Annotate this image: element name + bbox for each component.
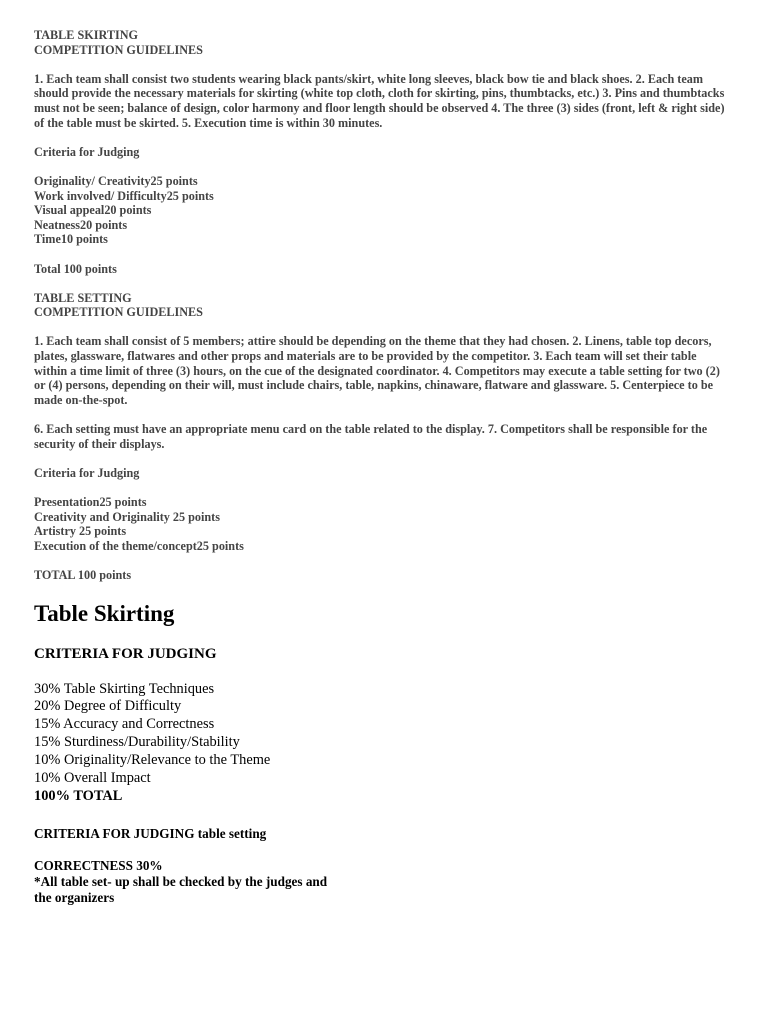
section-title: TABLE SETTING (34, 290, 132, 305)
criteria-item: Neatness20 points (34, 217, 128, 232)
criteria-heading: Criteria for Judging (34, 144, 140, 159)
criteria-total: Total 100 points (34, 261, 117, 276)
criteria-heading: Criteria for Judging (34, 465, 140, 480)
criteria-item: Visual appeal20 points (34, 203, 152, 218)
correctness-note-line: *All table set- up shall be checked by the judges and (34, 873, 328, 889)
criteria-item: Time10 points (34, 232, 108, 247)
table-skirting-guidelines (34, 28, 728, 583)
list-item: 30% Table Skirting Techniques (34, 680, 215, 697)
guidelines-body: 1. Each team shall consist of 5 members; attire should be depending on the theme that they had chosen. 2. Linens, table top decors, plates, glassware, flatwares and other props and materials are to be provided by the competitor. 3. Each team will set their table within a time limit of three (3) hours, on the cue of the designated coordinator. 4. Competitors may execute a table setting for two (2) or (4) persons, depending on their will, must include chairs, table, napkins, chinaware, flatware and glassware. 5. Centerpiece to be made on-the-spot. (34, 334, 720, 407)
list-item: 10% Overall Impact (34, 770, 151, 787)
criteria-item: Execution of the theme/concept25 points (34, 538, 244, 553)
section-subtitle: COMPETITION GUIDELINES (34, 305, 203, 320)
list-item: 15% Sturdiness/Durability/Stability (34, 734, 240, 751)
correctness-heading: CORRECTNESS 30% (34, 857, 163, 873)
table-skirting-heading: Table Skirting (34, 600, 175, 626)
list-total: 100% TOTAL (34, 788, 123, 804)
criteria-item: Work involved/ Difficulty25 points (34, 188, 214, 203)
list-item: 15% Accuracy and Correctness (34, 716, 215, 733)
guidelines-body: 6. Each setting must have an appropriate menu card on the table related to the display. 7. Competitors shall be responsible for the security of their displays. (34, 422, 708, 451)
list-item: 10% Originality/Relevance to the Theme (34, 752, 271, 769)
section-title: TABLE SKIRTING (34, 28, 138, 42)
criteria-total: TOTAL 100 points (34, 567, 132, 582)
guidelines-body: 1. Each team shall consist two students wearing black pants/skirt, white long sleeves, black bow tie and black shoes. 2. Each team should provide the necessary materials for skirting (white top cloth, cloth for skirting, pins, thumbtacks, etc.) 3. Pins and thumbtacks must not be seen; balance of design, color harmony and floor length should be observed 4. The three (3) sides (front, left & right side) of the table must be skirted. 5. Execution time is within 30 minutes. (34, 71, 725, 130)
criteria-item: Artistry 25 points (34, 524, 127, 539)
correctness-note-line: the organizers (34, 889, 115, 905)
criteria-item: Presentation25 points (34, 495, 147, 509)
section-subtitle: COMPETITION GUIDELINES (34, 42, 203, 57)
criteria-item: Creativity and Originality 25 points (34, 509, 220, 524)
table-setting-criteria-heading: CRITERIA FOR JUDGING table setting (34, 825, 267, 841)
criteria-for-judging-heading: CRITERIA FOR JUDGING (34, 645, 217, 662)
criteria-item: Originality/ Creativity25 points (34, 173, 198, 188)
list-item: 20% Degree of Difficulty (34, 698, 182, 715)
judging-criteria-list (34, 681, 728, 806)
